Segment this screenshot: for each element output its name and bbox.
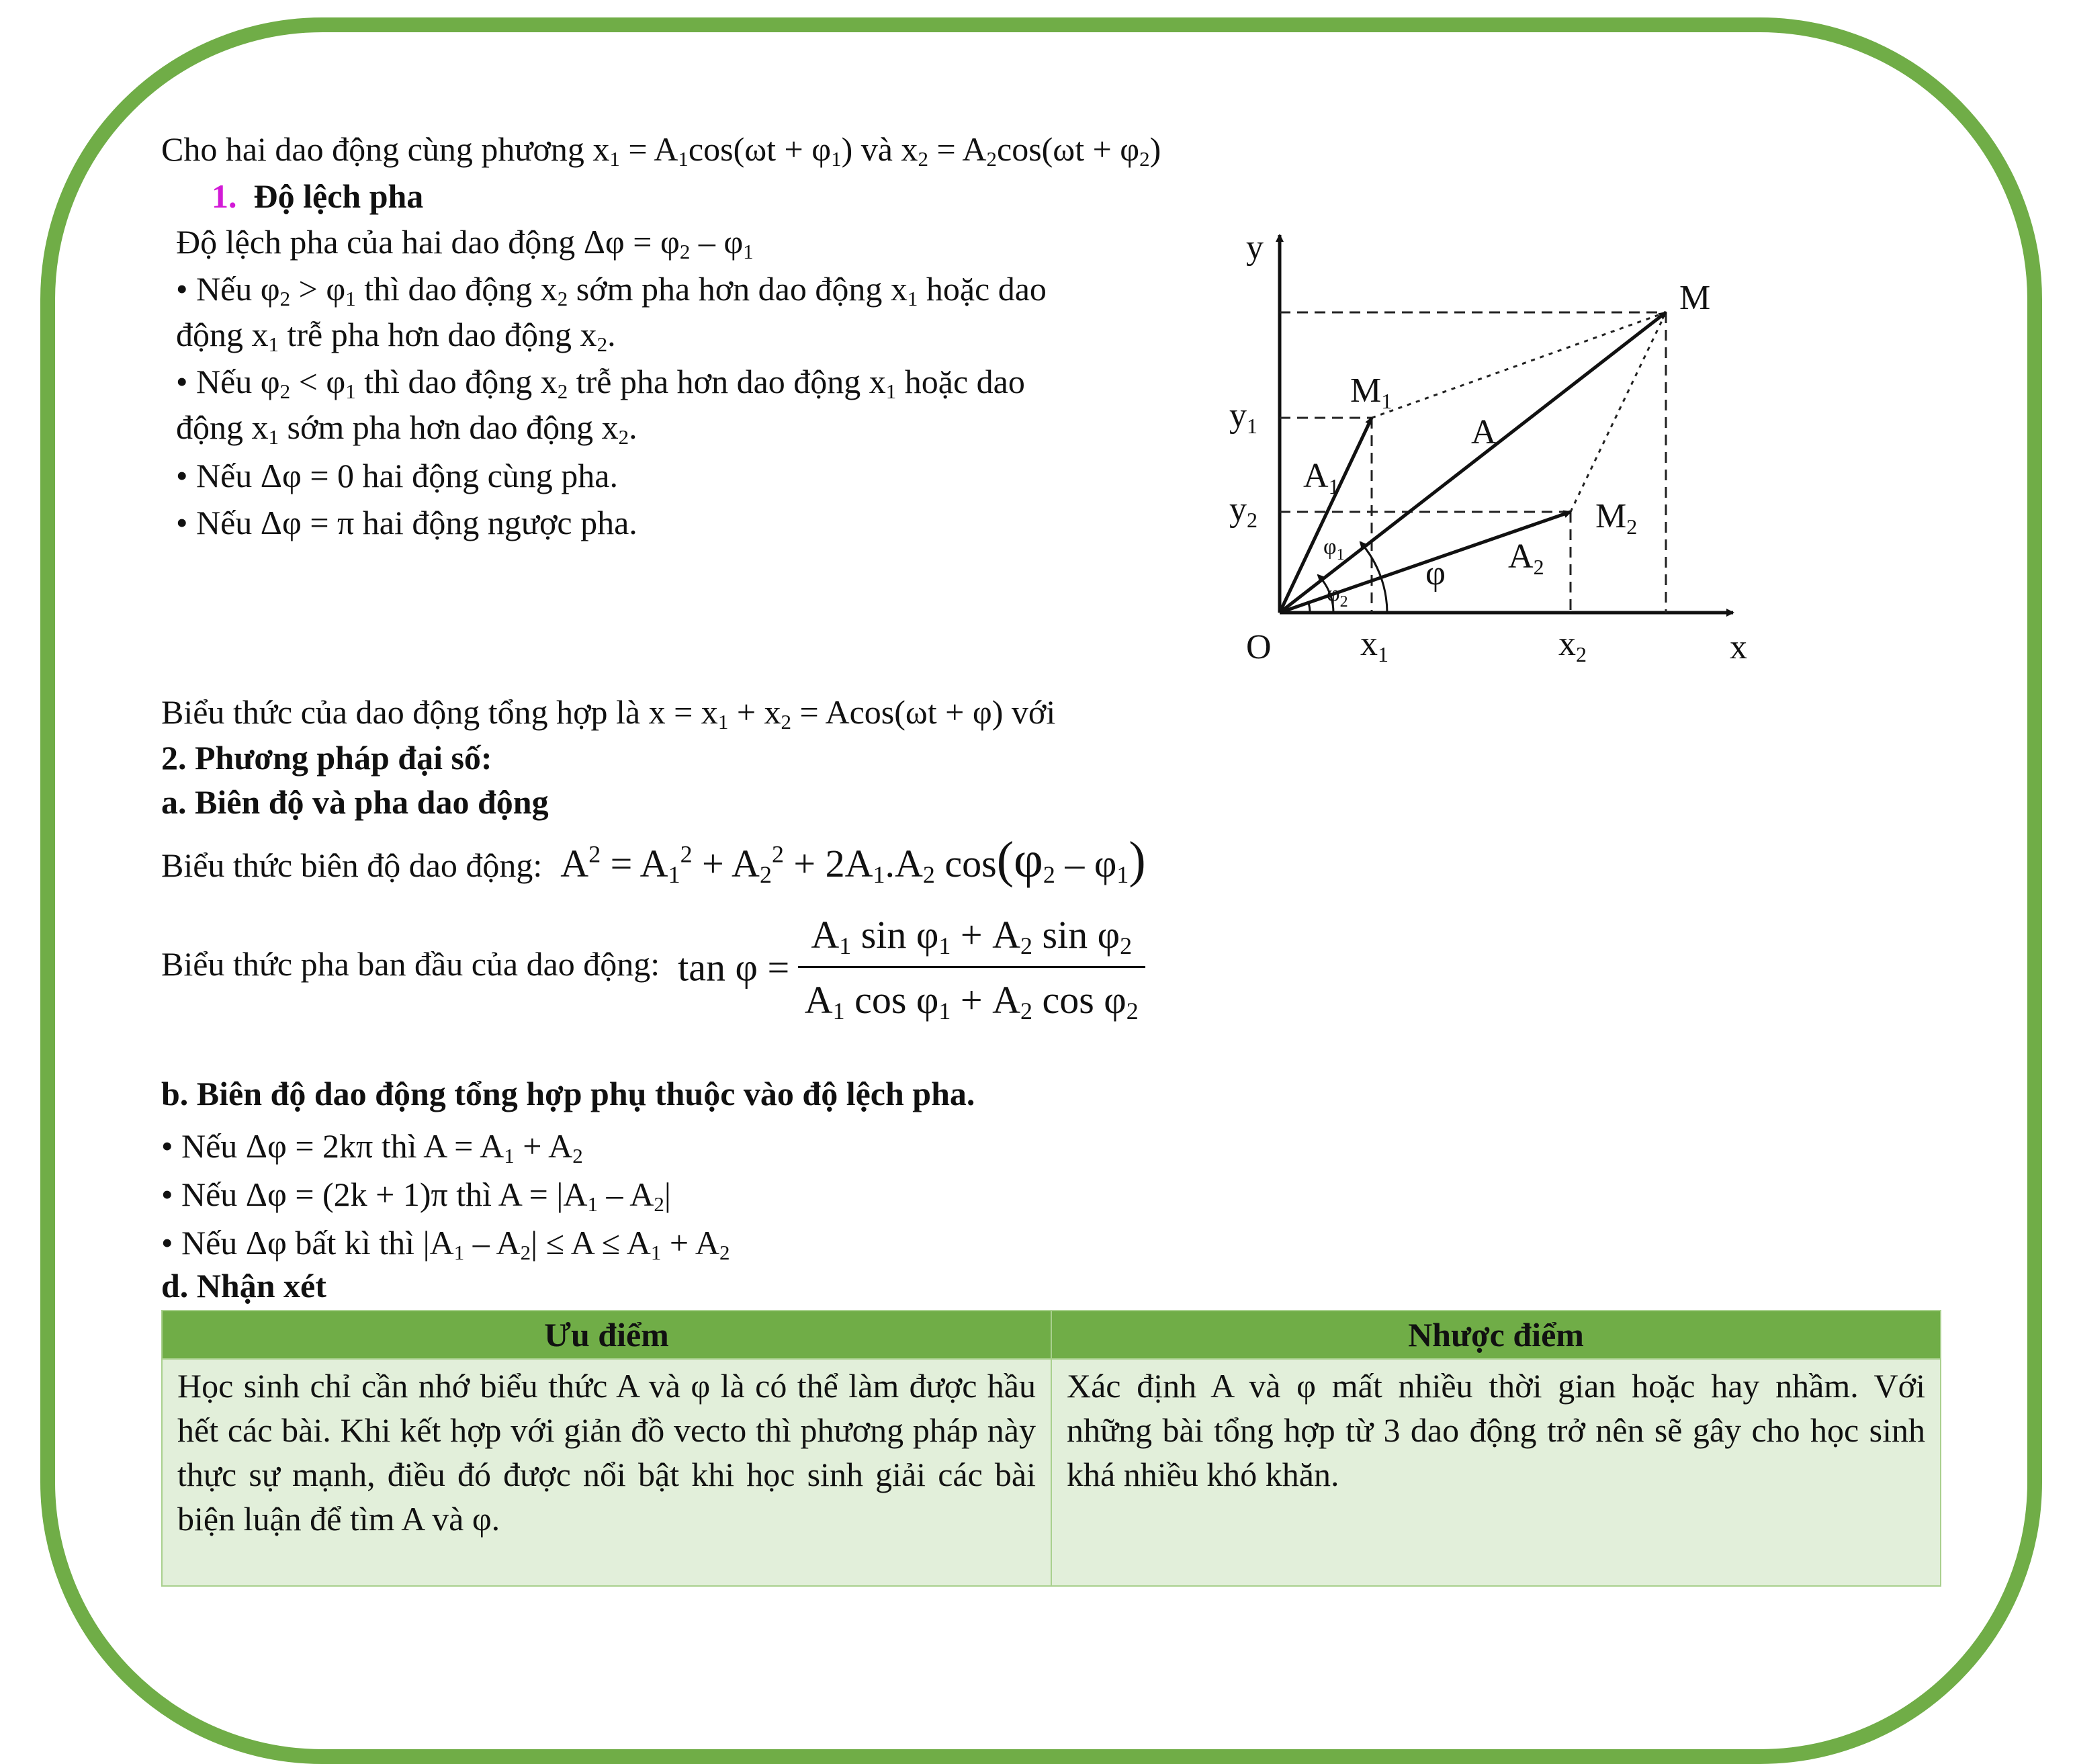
case-general: • Nếu Δφ bất kì thì $|A_1 - A_2| \le A \le A_1 + A_2$ xyxy=(161,1224,730,1264)
label-M: M xyxy=(1679,279,1711,317)
phase-diff-definition: Độ lệch pha của hai dao động $\Delta\varphi = \varphi_2 - \varphi_1$ xyxy=(176,223,754,263)
label-A2: A2 xyxy=(1508,537,1544,579)
label-A: A xyxy=(1471,413,1497,451)
case-destructive: • Nếu Δφ = (2k + 1)π thì $A = |A_1 - A_2|$ xyxy=(161,1176,671,1216)
vector-A xyxy=(1280,312,1666,613)
header-pros: Ưu điểm xyxy=(162,1311,1051,1359)
amplitude-formula-line: Biểu thức biên độ dao động: $A^2 = A_1^2 + A_2^2 + 2A_1.A_2$ $\cos(\varphi_2 - \varphi_1)$ xyxy=(161,832,1146,888)
phasor-diagram xyxy=(1209,222,1760,678)
bullet-lag-line2: động $x_1$ sớm pha hơn dao động $x_2$. xyxy=(176,408,637,449)
bullet-lag-line1: • Nếu $\varphi_2 < \varphi_1$ thì dao động $x_2$ trễ pha hơn dao động $x_1$ hoặc dao xyxy=(176,363,1025,403)
phase-formula-line: Biểu thức pha ban đầu của dao động: tan φ = $\frac{A_1 \sin \varphi_1 + A_2 \sin \varphi_2}{A_1 \cos \varphi_1 + A_2 \cos \varphi_2}$ xyxy=(161,908,1145,1027)
amplitude-formula: $A^2 = A_1^2 + A_2^2 + 2A_1.A_2$ $\cos(\varphi_2 - \varphi_1)$ xyxy=(560,832,1146,888)
table-header-row xyxy=(162,1311,1941,1359)
cell-cons: Xác định A và φ mất nhiều thời gian hoặc hay nhầm. Với những bài tổng hợp từ 3 dao động trở nên sẽ gây cho học sinh khá nhiều khó khăn. xyxy=(1051,1359,1941,1586)
phase-formula-fraction: $\frac{A_1 \sin \varphi_1 + A_2 \sin \varphi_2}{A_1 \cos \varphi_1 + A_2 \cos \varphi_2}$ xyxy=(798,908,1145,1027)
comparison-table xyxy=(161,1310,1941,1587)
bullet-lead-line1: • Nếu $\varphi_2 > \varphi_1$ thì dao động $x_2$ sớm pha hơn dao động $x_1$ hoặc dao xyxy=(176,270,1047,310)
subsection-a-heading: a. Biên độ và pha dao động xyxy=(161,783,549,821)
label-x2: x2 xyxy=(1558,625,1587,666)
bullet-lead-line2: động $x_1$ trễ pha hơn dao động $x_2$. xyxy=(176,316,616,356)
resultant-expression: Biểu thức của dao động tổng hợp là $x = x_1 + x_2 = Acos(\omega t + \varphi)$ với xyxy=(161,693,1056,734)
bullet-anti-phase: • Nếu Δφ = π hai động ngược pha. xyxy=(176,504,637,541)
subsection-d-heading: d. Nhận xét xyxy=(161,1267,326,1305)
label-y: y xyxy=(1246,228,1264,267)
intro-line: Cho hai dao động cùng phương $x_1 = A_1\cos(\omega t + \varphi_1)$ và $x_2 = A_2\cos(\omega t + \varphi_2)$ xyxy=(161,130,1161,171)
case-constructive: • Nếu Δφ = 2kπ thì $A = A_1 + A_2$ xyxy=(161,1127,583,1167)
label-M2: M2 xyxy=(1595,497,1638,539)
bullet-in-phase: • Nếu Δφ = 0 hai động cùng pha. xyxy=(176,457,618,494)
section1-heading: 1. Độ lệch pha xyxy=(212,177,424,215)
label-phi1: $\varphi_1$ xyxy=(1323,535,1345,564)
label-x1: x1 xyxy=(1360,625,1388,666)
label-y1: y1 xyxy=(1229,396,1257,438)
header-cons: Nhược điểm xyxy=(1051,1311,1941,1359)
label-origin: O xyxy=(1246,628,1272,666)
label-A1: A1 xyxy=(1303,457,1339,498)
subsection-b-heading: b. Biên độ dao động tổng hợp phụ thuộc vào độ lệch pha. xyxy=(161,1075,975,1112)
parallelogram-sides xyxy=(1372,312,1666,512)
label-x: x xyxy=(1730,628,1747,666)
label-phi: φ xyxy=(1425,554,1446,592)
section2-heading: 2. Phương pháp đại số: xyxy=(161,739,492,777)
label-M1: M1 xyxy=(1350,371,1393,413)
table-row xyxy=(162,1359,1941,1586)
label-phi2: $\varphi_2$ xyxy=(1327,582,1348,611)
cell-pros: Học sinh chỉ cần nhớ biểu thức A và φ là có thể làm được hầu hết các bài. Khi kết hợp với giản đồ vecto thì phương pháp này thực sự mạnh, điều đó được nổi bật khi học sinh giải các bài biện luận để tìm A và φ. xyxy=(162,1359,1051,1586)
label-y2: y2 xyxy=(1229,490,1257,532)
